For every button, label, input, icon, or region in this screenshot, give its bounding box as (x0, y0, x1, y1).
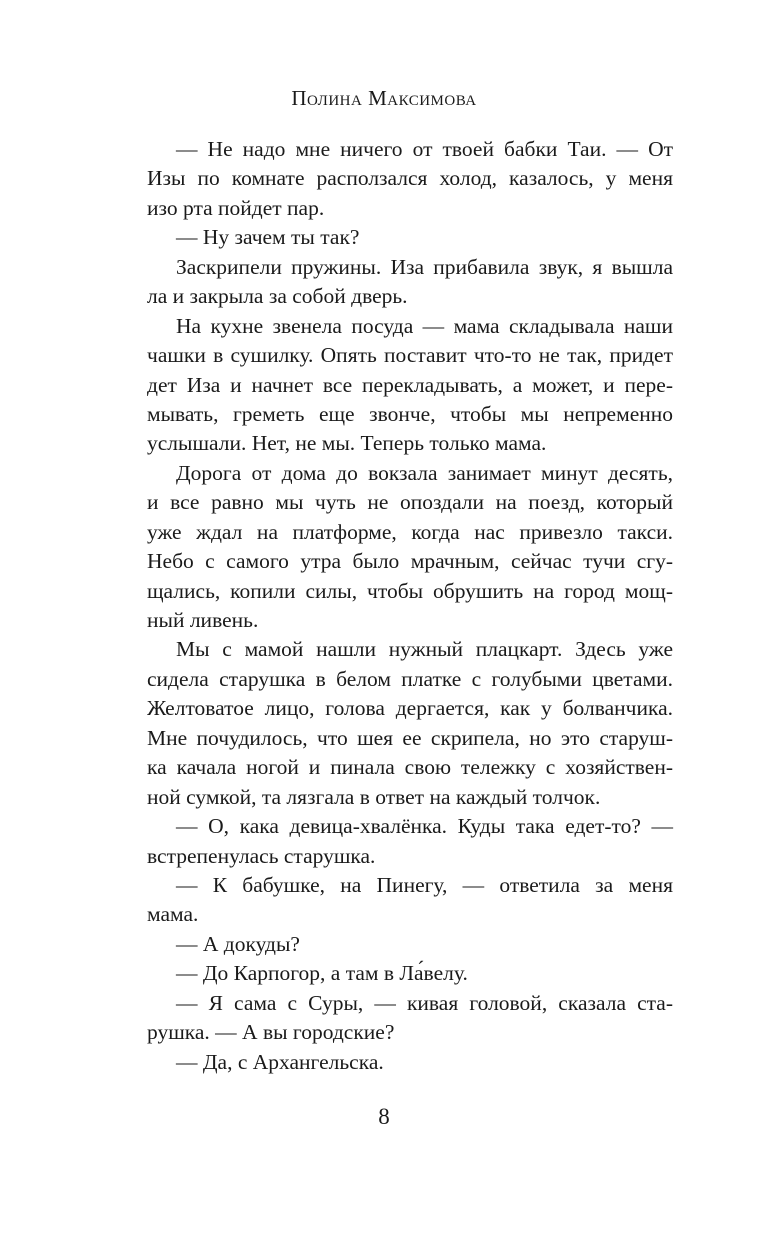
text-line: Заскрипели пружины. Иза прибавила звук, я вышла (176, 254, 673, 279)
text-line: Изы по комнате расползался холод, казалось, у меня (147, 166, 673, 191)
text-line: — До Карпогор, а там в Ла́велу. (176, 961, 468, 986)
text-line: Мне почудилось, что шея ее скрипела, но это старуш- (147, 725, 673, 750)
text-line: ла и закрыла за собой дверь. (147, 284, 408, 309)
text-line: ка качала ногой и пинала свою тележку с хозяйствен- (147, 755, 673, 780)
text-line: — Я сама с Суры, — кивая головой, сказала ста- (176, 990, 673, 1015)
text-line: Мы с мамой нашли нужный плацкарт. Здесь уже (176, 637, 673, 662)
text-line: чашки в сушилку. Опять поставит что-то не так, придет (147, 343, 673, 368)
body-text (147, 135, 673, 1077)
text-line: рушка. — А вы городские? (147, 1020, 395, 1045)
text-line: На кухне звенела посуда — мама складывала наши (176, 313, 673, 338)
text-line: мама. (147, 902, 199, 927)
text-line: Дорога от дома до вокзала занимает минут десять, (176, 460, 673, 485)
text-line: — Не надо мне ничего от твоей бабки Таи. — От (176, 137, 673, 161)
text-line: — А докуды? (176, 931, 300, 956)
text-line: ный ливень. (147, 608, 259, 632)
text-line: сидела старушка в белом платке с голубыми цветами. (147, 666, 673, 691)
text-line: и все равно мы чуть не опоздали на поезд, который (147, 490, 673, 515)
text-line: мывать, греметь еще звонче, чтобы мы непременно (147, 401, 673, 426)
text-line: встрепенулась старушка. (147, 843, 376, 868)
text-line: — К бабушке, на Пинегу, — ответила за меня (176, 872, 673, 897)
text-line: уже ждал на платформе, когда нас привезло такси. (147, 519, 673, 544)
text-line: дет Иза и начнет все перекладывать, а может, и пере- (147, 372, 673, 397)
text-line: — Да, с Архангельска. (176, 1049, 384, 1074)
text-line: щались, копили силы, чтобы обрушить на город мощ- (147, 578, 673, 603)
running-head-author: Полина Максимова (291, 86, 477, 110)
text-line: — О, кака девица-хвалёнка. Куды така едет-то? — (176, 814, 673, 839)
text-line: изо рта пойдет пар. (147, 195, 325, 220)
page-number: 8 (378, 1104, 390, 1129)
text-line: ной сумкой, та лязгала в ответ на каждый толчок. (147, 784, 601, 809)
text-line: — Ну зачем ты так? (176, 225, 360, 250)
text-line: услышали. Нет, не мы. Теперь только мама. (147, 431, 547, 456)
text-line: Небо с самого утра было мрачным, сейчас тучи сгу- (147, 549, 673, 574)
text-line: Желтоватое лицо, голова дергается, как у болванчика. (147, 696, 673, 721)
